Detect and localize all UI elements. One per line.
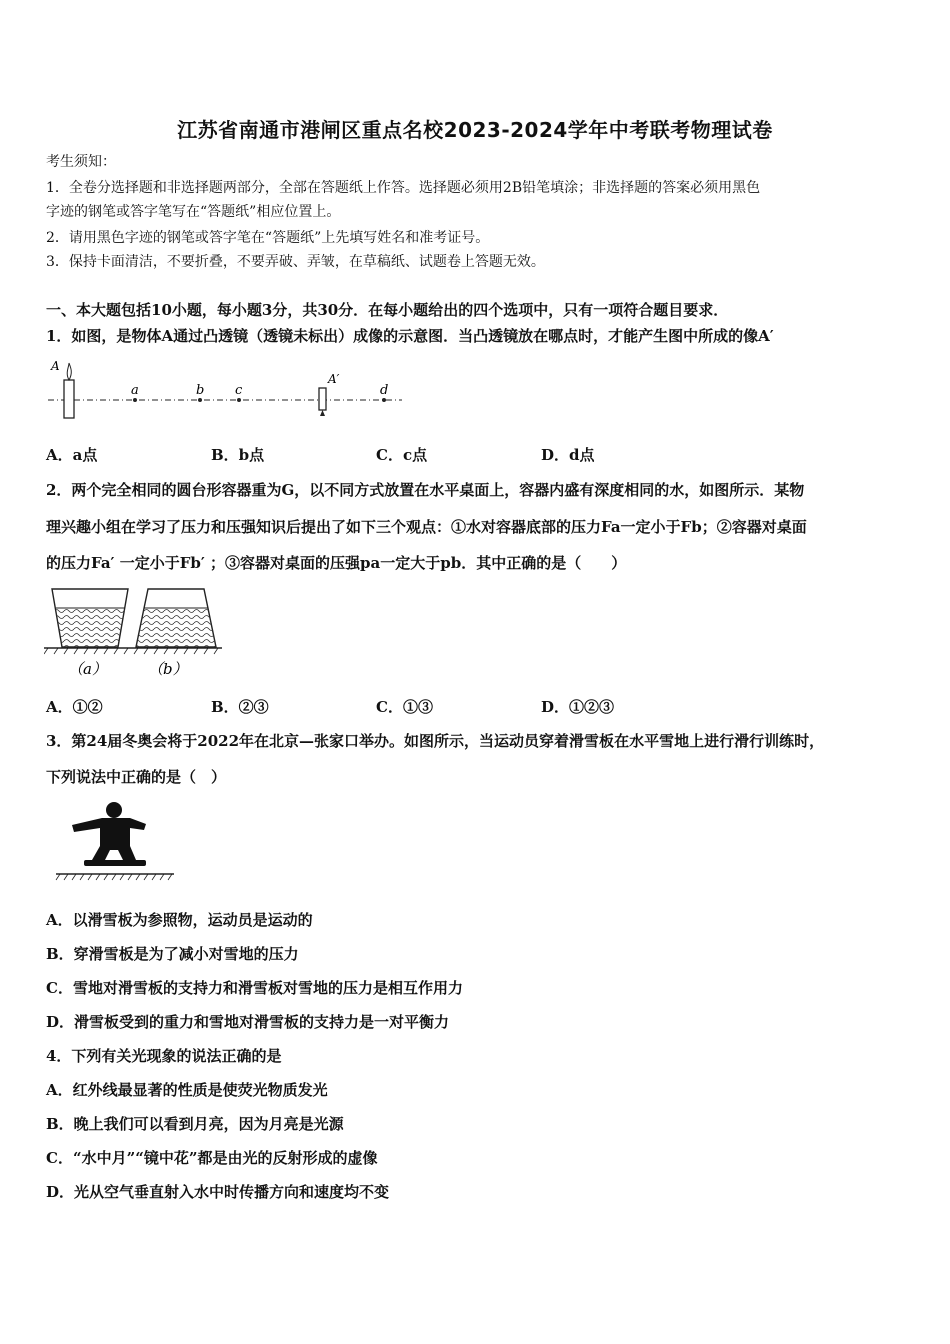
candle-flame (67, 363, 71, 380)
label-point-d: d (380, 383, 389, 398)
label-image-A-prime: A′ (328, 372, 340, 386)
option-c[interactable]: C．“水中月”“镜中花”都是由光的反射形成的虚像 (46, 1149, 378, 1167)
question-2-stem-line-1: 2．两个完全相同的圆台形容器重为G，以不同方式放置在水平桌面上，容器内盛有深度相同的水，如图所示．某物 (46, 481, 805, 499)
water-b (136, 608, 216, 647)
option-c[interactable]: C．雪地对滑雪板的支持力和滑雪板对雪地的压力是相互作用力 (46, 979, 463, 997)
option-b[interactable]: B．穿滑雪板是为了减小对雪地的压力 (46, 945, 299, 963)
option-a[interactable]: A．红外线最显著的性质是使荧光物质发光 (46, 1081, 328, 1099)
notice-item: 字迹的钢笔或答字笔写在“答题纸”相应位置上。 (46, 204, 341, 220)
section-heading: 一、本大题包括10小题，每小题3分，共30分．在每小题给出的四个选项中，只有一项符合题目要求． (46, 301, 729, 319)
point-c (237, 398, 241, 402)
option-d[interactable]: D．光从空气垂直射入水中时传播方向和速度均不变 (46, 1183, 390, 1201)
option-d[interactable]: D．滑雪板受到的重力和雪地对滑雪板的支持力是一对平衡力 (46, 1013, 450, 1031)
point-d (382, 398, 386, 402)
option-a[interactable]: A．①② (46, 698, 103, 716)
option-c[interactable]: C．c点 (376, 446, 428, 464)
option-a[interactable]: A．以滑雪板为参照物，运动员是运动的 (46, 911, 313, 929)
containers-diagram (44, 584, 224, 682)
notice-heading: 考生须知： (46, 154, 116, 170)
question-1-stem: 1．如图，是物体A通过凸透镜（透镜未标出）成像的示意图．当凸透镜放在哪点时，才能产生图中所成的像A′ (46, 327, 774, 345)
snowboarder-figure (54, 798, 180, 882)
label-point-a: a (131, 383, 139, 398)
option-b[interactable]: B．晚上我们可以看到月亮，因为月亮是光源 (46, 1115, 344, 1133)
option-a[interactable]: A．a点 (46, 446, 98, 464)
candle-object (64, 380, 74, 418)
notice-item: 2．请用黑色字迹的钢笔或答字笔在“答题纸”上先填写姓名和准考证号。 (46, 230, 490, 246)
option-b[interactable]: B．b点 (211, 446, 265, 464)
label-point-b: b (196, 383, 205, 398)
question-2-options (46, 696, 906, 716)
water-a (56, 608, 125, 647)
label-b: （b） (148, 660, 188, 678)
option-d[interactable]: D．①②③ (541, 698, 615, 716)
notice-item: 1．全卷分选择题和非选择题两部分，全部在答题纸上作答。选择题必须用2B铅笔填涂；非选择题的答案必须用黑色 (46, 180, 761, 196)
image-A-prime (319, 388, 326, 410)
question-3-stem-line-2: 下列说法中正确的是（ ） (46, 768, 227, 786)
lens-imaging-diagram (46, 356, 406, 422)
snowboarder-silhouette (72, 802, 146, 866)
label-a: （a） (68, 660, 107, 678)
question-3-stem-line-1: 3．第24届冬奥会将于2022年在北京—张家口举办。如图所示，当运动员穿着滑雪板在水平雪地上进行滑行训练时， (46, 732, 825, 750)
option-b[interactable]: B．②③ (211, 698, 269, 716)
image-flame (320, 410, 325, 416)
exam-title: 江苏省南通市港闸区重点名校2023-2024学年中考联考物理试卷 (177, 118, 773, 142)
label-point-c: c (235, 383, 243, 398)
question-4-stem: 4．下列有关光现象的说法正确的是 (46, 1047, 282, 1065)
option-d[interactable]: D．d点 (541, 446, 595, 464)
label-object-A: A (51, 359, 60, 373)
question-1-options (46, 444, 906, 464)
option-c[interactable]: C．①③ (376, 698, 433, 716)
point-a (133, 398, 137, 402)
table-hatching (44, 648, 218, 654)
point-b (198, 398, 202, 402)
notice-item: 3．保持卡面清洁，不要折叠，不要弄破、弄皱，在草稿纸、试题卷上答题无效。 (46, 254, 545, 270)
ground-hatching (56, 874, 172, 880)
question-2-stem-line-3: 的压力Fa′ 一定小于Fb′ ；③容器对桌面的压强pa一定大于pb．其中正确的是（ ） (46, 554, 627, 572)
question-2-stem-line-2: 理兴趣小组在学习了压力和压强知识后提出了如下三个观点：①水对容器底部的压力Fa一定小于Fb；②容器对桌面 (46, 518, 807, 536)
